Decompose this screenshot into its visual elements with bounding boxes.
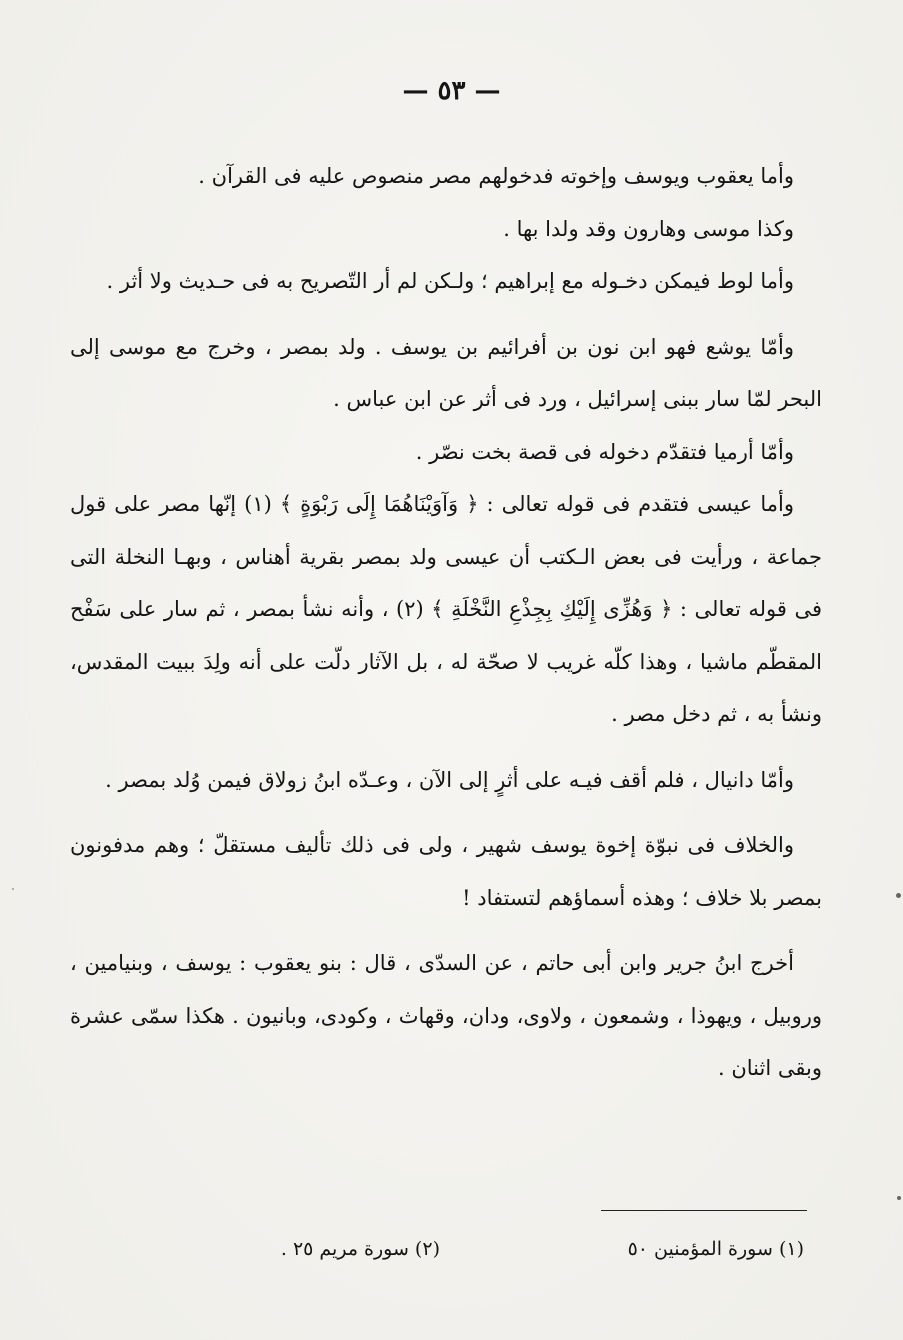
paragraph-lot: وأما لوط فيمكن دخـوله مع إبراهيم ؛ ولـكن لم أر التّصريح به فى حـديث ولا أثر .	[106, 269, 794, 293]
paragraph-jeremiah: وأمّا أرميا فتقدّم دخوله فى قصة بخت نصّر .	[415, 439, 794, 464]
footnotes	[70, 1238, 822, 1278]
paragraph-sons-of-jacob: أخرج ابنُ جرير وابن أبى حاتم ، عن السدّى ، قال : بنو يعقوب : يوسف ، وبنيامين ، وروبيل ، ويهوذا ، وشمعون ، ولاوى، ودان، وقهاث ، وكودى، وبانيون . هكذا سمّى عشرة وبقى اثنان .	[70, 951, 822, 1080]
paragraph-jacob-joseph: وأما يعقوب ويوسف وإخوته فدخولهم مصر منصوص عليه فى القرآن .	[198, 164, 794, 188]
page-number: — ٥٣ —	[402, 76, 501, 106]
paragraph-brothers-of-joseph: والخلاف فى نبوّة إخوة يوسف شهير ، ولى فى ذلك تأليف مستقلّ ؛ وهم مدفونون بمصر بلا خلاف ؛ وهذه أسماؤهم لتستفاد !	[70, 833, 822, 910]
paragraph-moses-aaron: وكذا موسى وهارون وقد ولدا بها .	[503, 216, 794, 241]
paper-speck	[896, 893, 901, 898]
footnote-2: (٢) سورة مريم ٢٥ .	[280, 1238, 440, 1260]
body-text	[70, 150, 822, 1108]
paragraph-joshua: وأمّا يوشع فهو ابن نون بن أفرائيم بن يوسف . ولد بمصر ، وخرج مع موسى إلى البحر لمّا سار ببنى إسرائيل ، ورد فى أثر عن ابن عباس .	[70, 334, 822, 411]
footnote-divider	[601, 1210, 807, 1211]
paragraph-daniel: وأمّا دانيال ، فلم أقف فيـه على أثرٍ إلى الآن ، وعـدّه ابنُ زولاق فيمن وُلد بمصر .	[105, 767, 794, 792]
paper-speck	[897, 1196, 901, 1200]
footnote-1: (١) سورة المؤمنين ٥٠	[627, 1238, 804, 1260]
paragraph-jesus: وأما عيسى فتقدم فى قوله تعالى : ﴿ وَآوَيْنَاهُمَا إِلَى رَبْوَةٍ ﴾ (١) إنّها مصر على قول جماعة ، ورأيت فى بعض الـكتب أن عيسى ولد بمصر بقرية أهناس ، وبهـا النخلة التى فى قوله تعالى : ﴿ وَهُزِّى إِلَيْكِ بِجِذْعِ النَّخْلَةِ ﴾ (٢) ، وأنه نشأ بمصر ، ثم سار على سَفْح المقطّم ماشيا ، وهذا كلّه غريب لا صحّة له ، بل الآثار دلّت على أنه ولِدَ ببيت المقدس، ونشأ به ، ثم دخل مصر .	[70, 492, 822, 726]
paper-speck	[12, 888, 14, 890]
